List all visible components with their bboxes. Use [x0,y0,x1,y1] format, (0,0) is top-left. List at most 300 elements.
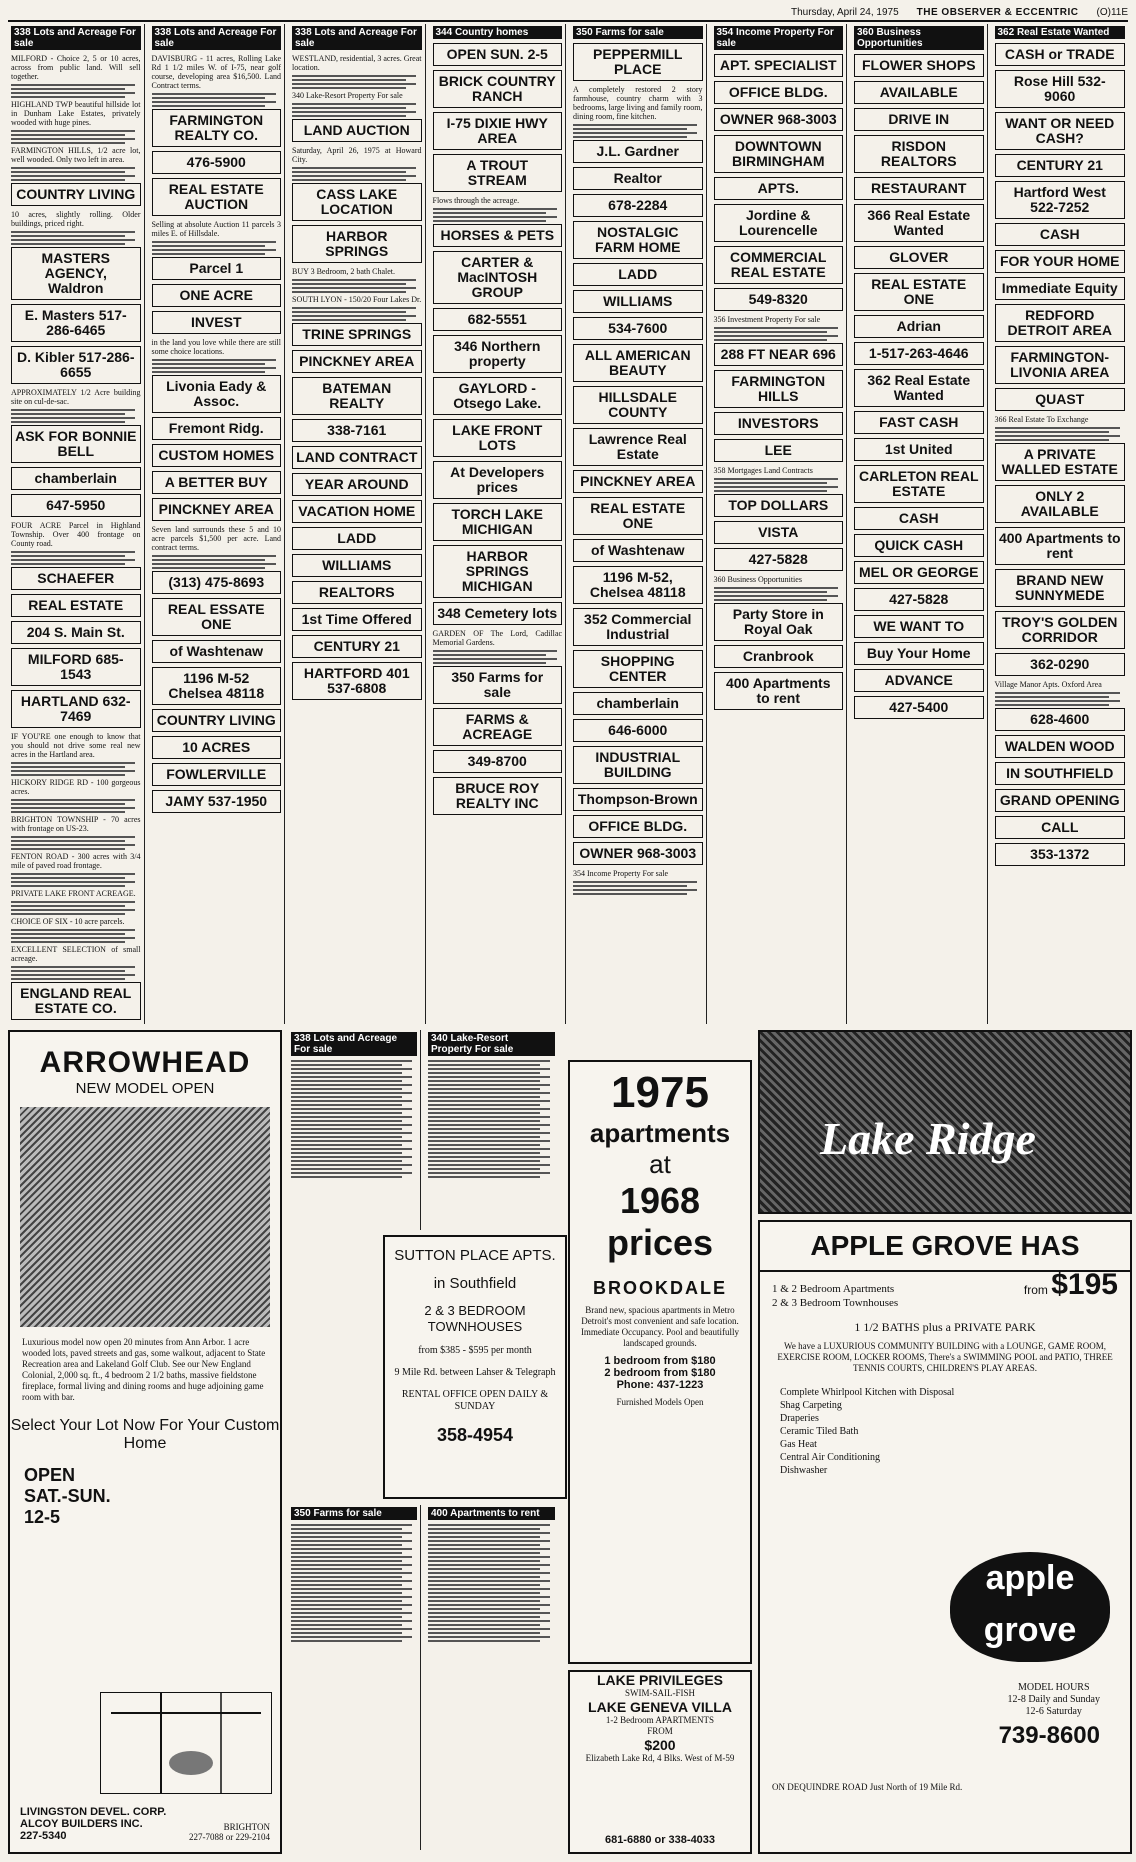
ad-headline [292,350,422,373]
ad-headline [714,439,844,462]
ad-copy: COUNTRY LIVING [156,712,276,728]
ad-headline [854,246,984,269]
ad-text [11,54,141,81]
ad-copy: WESTLAND, residential, 3 acres. Great location. [292,54,422,72]
ad-copy: 1-517-263-4646 [868,345,969,361]
ad-headline [995,611,1126,649]
ad-copy: INVESTORS [737,415,819,431]
ad-fine-print [11,167,141,181]
ad-headline [714,494,844,517]
apple-grove-features [760,1380,1130,1483]
section-header: 354 Income Property For sale [714,26,844,50]
ad-headline [152,151,282,174]
section-header: 400 Apartments to rent [428,1507,555,1520]
ad-fine-print [11,799,141,813]
ad-fine-print [11,836,141,850]
ad-copy: 346 Northern property [454,338,541,369]
rate-line-2: 2 & 3 Bedroom Townhouses [772,1297,899,1309]
ad-copy: WALDEN WOOD [1004,738,1115,754]
ad-headline [152,471,282,494]
section-header: 338 Lots and Acreage For sale [11,26,141,50]
ad-headline [152,709,282,732]
arrowhead-developer [20,1806,166,1842]
feature-item: Dishwasher [780,1465,828,1476]
ad-copy: SOUTH LYON - 150/20 Four Lakes Dr. [292,295,422,304]
brookdale-year: 1975 [611,1068,709,1117]
ad-fine-print [995,427,1126,441]
ad-copy: TORCH LAKE MICHIGAN [451,506,544,537]
ad-copy: FOR YOUR HOME [999,253,1120,269]
ad-headline [573,386,703,424]
genava-phone: 681-6880 or 338-4033 [604,1834,716,1846]
sutton-place-ad [383,1235,567,1499]
ad-headline [433,335,563,373]
ad-copy: 10 ACRES [182,739,251,755]
ad-headline [995,735,1126,758]
section-header: 350 Farms for sale [291,1507,417,1520]
ad-headline [995,223,1126,246]
ad-text [11,917,141,926]
ad-fine-print [11,409,141,423]
ad-headline [854,465,984,503]
classified-column [288,1505,421,1850]
ad-copy: Lawrence Real Estate [588,431,687,462]
ad-copy: ENGLAND REAL ESTATE CO. [20,985,132,1016]
ad-copy: QUAST [1035,391,1085,407]
ad-fine-print [291,1060,417,1178]
ad-headline [292,183,422,221]
ad-copy: COUNTRY LIVING [16,186,136,202]
ad-copy: HARTLAND 632-7469 [20,693,131,724]
open-days: SAT.-SUN. [24,1486,111,1506]
ad-copy: Realtor [613,170,662,186]
ad-headline [152,109,282,147]
ad-headline [11,690,141,728]
ad-text [11,889,141,898]
ad-headline [573,719,703,742]
ad-fine-print [11,929,141,943]
ad-headline [292,608,422,631]
ad-copy: OFFICE BLDG. [588,818,688,834]
ad-headline [292,581,422,604]
ad-copy: CUSTOM HOMES [158,447,275,463]
classified-column [288,1030,421,1230]
ad-copy: Immediate Equity [1001,280,1118,296]
ad-copy: 549-8320 [748,291,808,307]
ad-headline [152,444,282,467]
ad-fine-print [714,587,844,601]
section-header: 340 Lake-Resort Property For sale [428,1032,555,1056]
ad-headline [714,672,844,710]
ad-headline [433,308,563,331]
ad-headline [854,588,984,611]
ad-copy: INDUSTRIAL BUILDING [595,749,681,780]
ad-copy: 1st United [884,441,953,457]
ad-text [995,415,1126,424]
classified-columns [8,24,1128,1024]
classified-column [425,1505,558,1850]
ad-copy: BRUCE ROY REALTY INC [455,780,540,811]
ad-text [573,869,703,878]
feature-item: Central Air Conditioning [780,1452,880,1463]
paper-name: THE OBSERVER & ECCENTRIC [916,6,1079,18]
ad-headline [854,561,984,584]
ad-headline [854,507,984,530]
ad-copy: 427-5828 [889,591,949,607]
lake-ridge-name: Lake Ridge [820,1113,1036,1164]
ad-copy: 427-5828 [748,551,808,567]
ad-headline [995,154,1126,177]
ad-copy: PINCKNEY AREA [299,353,415,369]
ad-headline [573,140,703,163]
arrowhead-select: Select Your Lot Now For Your Custom Home [10,1417,280,1452]
brookdale-ad [568,1060,752,1664]
ad-headline [854,642,984,665]
ad-copy: REAL ESSATE ONE [167,601,265,632]
sutton-units: 2 & 3 BEDROOM TOWNHOUSES [424,1303,526,1334]
ad-headline [573,428,703,466]
ad-copy: J.L. Gardner [596,143,679,159]
ad-copy: PEPPERMILL PLACE [593,46,683,77]
ad-headline [292,527,422,550]
ad-headline [11,183,141,206]
ad-headline [714,521,844,544]
arrowhead-title: ARROWHEAD [39,1046,251,1079]
brookdale-one-bed: 1 bedroom from $180 [604,1355,716,1367]
ad-copy: BUY 3 Bedroom, 2 bath Chalet. [292,267,396,276]
ad-copy: 1196 M-52 Chelsea 48118 [168,670,265,701]
ad-headline [152,284,282,307]
ad-headline [714,246,844,284]
price-value: $195 [1051,1268,1118,1301]
feature-item: Gas Heat [780,1439,817,1450]
ad-headline [152,311,282,334]
ad-fine-print [11,873,141,887]
ad-copy: CARLETON REAL ESTATE [858,468,979,499]
ad-headline [433,461,563,499]
sutton-price: from $385 - $595 per month [418,1345,532,1356]
ad-copy: SHOPPING CENTER [600,653,675,684]
ad-headline [854,669,984,692]
ad-headline [573,608,703,646]
ad-headline [995,277,1126,300]
apple-grove-rates [760,1268,1130,1320]
ad-copy: AVAILABLE [879,84,958,100]
classified-column [570,24,707,1024]
ad-copy: LAND AUCTION [303,122,410,138]
ad-fine-print [291,1524,417,1642]
ad-headline [152,790,282,813]
location-map [100,1692,272,1794]
hours-line-1: 12-8 Daily and Sunday [1007,1694,1100,1705]
ad-text [714,575,844,584]
ad-copy: 678-2284 [608,197,668,213]
ad-copy: 400 Apartments to rent [725,675,831,706]
ad-headline [995,181,1126,219]
ad-headline [573,263,703,286]
ad-headline [433,419,563,457]
ad-headline [573,842,703,865]
ad-headline [11,467,141,490]
ad-copy: FLOWER SHOPS [861,57,976,73]
ad-copy: 1st Time Offered [301,611,412,627]
ad-copy: ONE ACRE [179,287,253,303]
ad-copy: 204 S. Main St. [26,624,125,640]
classified-column [149,24,286,1024]
ad-copy: in the land you love while there are still some choice locations. [151,338,281,356]
ad-headline [292,419,422,442]
ad-headline [573,167,703,190]
ad-headline [433,70,563,108]
ad-copy: 400 Apartments to rent [998,530,1121,561]
ad-copy: REALTORS [318,584,395,600]
open-label [24,1465,280,1528]
ad-copy: 362 Real Estate Wanted [867,372,971,403]
ad-headline [292,446,422,469]
ad-copy: Cranbrook [742,648,814,664]
ad-headline [433,708,563,746]
ad-headline [573,290,703,313]
classified-column [992,24,1129,1024]
ad-copy: PRIVATE LAKE FRONT ACREAGE. [11,889,136,898]
ad-headline [433,377,563,415]
ad-copy: PINCKNEY AREA [158,501,274,517]
ad-copy: GRAND OPENING [999,792,1120,808]
ad-copy: ONLY 2 AVAILABLE [1020,488,1099,519]
ad-copy: BRAND NEW SUNNYMEDE [1015,572,1105,603]
ad-headline [573,344,703,382]
ad-headline [714,204,844,242]
ad-copy: 628-4600 [1030,711,1090,727]
genava-tag: SWIM-SAIL-FISH [624,1688,695,1698]
ad-text [292,54,422,72]
ad-headline [292,119,422,142]
ad-copy: Party Store in Royal Oak [732,606,824,637]
ad-headline [11,247,141,300]
feature-item: Ceramic Tiled Bath [780,1426,859,1437]
ad-copy: GARDEN OF The Lord, Cadillac Memorial Gardens. [432,629,562,647]
classified-column [425,1030,558,1230]
ad-copy: Hartford West 522-7252 [1013,184,1106,215]
ad-copy: CARTER & MacINTOSH GROUP [457,254,538,300]
ad-text [292,91,422,100]
ad-copy: Saturday, April 26, 1975 at Howard City. [292,146,422,164]
ad-fine-print [573,881,703,895]
ad-copy: OWNER 968-3003 [579,845,697,861]
ad-fine-print [152,241,282,255]
ad-headline [854,411,984,434]
ad-headline [292,473,422,496]
ad-copy: Adrian [896,318,941,334]
ad-copy: BATEMAN REALTY [322,380,392,411]
ad-copy: 354 Income Property For sale [573,869,669,878]
ad-copy: Selling at absolute Auction 11 parcels 3 miles E. of Hillsdale. [151,220,281,238]
ad-fine-print [573,124,703,138]
ad-copy: HORSES & PETS [440,227,555,243]
ad-copy: WILLIAMS [322,557,392,573]
ad-headline [11,594,141,617]
ad-copy: CHOICE OF SIX - 10 acre parcels. [11,917,125,926]
ad-copy: At Developers prices [450,464,545,495]
section-header: 338 Lots and Acreage For sale [292,26,422,50]
ad-headline [995,708,1126,731]
ad-copy: OFFICE BLDG. [728,84,828,100]
ad-headline [995,762,1126,785]
display-ads-area [8,1030,1128,1858]
developer-phone: 227-5340 [20,1830,67,1842]
ad-headline [995,70,1126,108]
section-header: 350 Farms for sale [573,26,703,39]
arrowhead-ad [8,1030,282,1854]
ad-copy: Fremont Ridg. [168,420,264,436]
ad-copy: 288 FT NEAR 696 [720,346,836,362]
ad-headline [714,177,844,200]
town-name: BRIGHTON [223,1822,270,1832]
ad-copy: TRINE SPRINGS [302,326,412,342]
ad-headline [433,112,563,150]
ad-copy: FARMINGTON-LIVONIA AREA [1010,349,1110,380]
ad-headline [152,375,282,413]
ad-headline [152,571,282,594]
genava-name: LAKE GENEVA VILLA [588,1699,732,1715]
ad-copy: FOWLERVILLE [166,766,267,782]
apple-grove-ad [758,1220,1132,1854]
ad-headline [714,288,844,311]
ad-text [714,466,844,475]
section-header: 360 Business Opportunities [854,26,984,50]
ad-copy: EXCELLENT SELECTION of small acreage. [11,945,141,963]
ad-copy: 340 Lake-Resort Property For sale [292,91,403,100]
ad-copy: SCHAEFER [37,570,115,586]
ad-copy: 358 Mortgages Land Contracts [713,466,813,475]
ad-copy: OPEN SUN. 2-5 [446,46,548,62]
ad-headline [433,666,563,704]
ad-headline [152,763,282,786]
ad-copy: D. Kibler 517-286-6655 [17,349,135,380]
ad-headline [152,498,282,521]
ad-copy: COMMERCIAL REAL ESTATE [730,249,827,280]
ad-fine-print [714,478,844,492]
brookdale-apartments: apartments [589,1118,731,1148]
ad-headline [433,503,563,541]
ad-headline [573,788,703,811]
ad-headline [152,598,282,636]
ad-headline [854,54,984,77]
ad-headline [854,177,984,200]
sutton-location: 9 Mile Rd. between Lahser & Telegraph [394,1367,556,1378]
brookdale-prices: 1968 prices [606,1180,714,1263]
ad-copy: 353-1372 [1030,846,1090,862]
ad-headline [433,251,563,304]
ad-copy: 534-7600 [608,320,668,336]
ad-copy: FARMINGTON HILLS, 1/2 acre lot, well wooded. Only two left in area. [11,146,141,164]
ad-headline [854,615,984,638]
genava-address: Elizabeth Lake Rd, 4 Blks. West of M-59 [585,1753,735,1763]
ad-headline [152,178,282,216]
ad-copy: CASH [898,510,939,526]
ad-headline [433,224,563,247]
ad-text [292,267,422,276]
ad-copy: LADD [618,266,658,282]
ad-text [995,680,1126,689]
ad-copy: 646-6000 [608,722,668,738]
ad-headline [854,204,984,242]
ad-copy: DOWNTOWN BIRMINGHAM [731,138,825,169]
ad-fine-print [11,84,141,98]
ad-fine-print [152,555,282,569]
ad-copy: HARBOR SPRINGS MICHIGAN [461,548,533,594]
feature-item: Draperies [780,1413,819,1424]
ad-copy: ALL AMERICAN BEAUTY [584,347,691,378]
ad-headline [854,108,984,131]
feature-item: Shag Carpeting [780,1400,842,1411]
ad-copy: LEE [764,442,792,458]
ad-text [152,54,282,90]
ad-headline [292,635,422,658]
ad-fine-print [292,167,422,181]
ad-copy: FARMINGTON HILLS [731,373,826,404]
ad-headline [11,346,141,384]
ad-copy: Flows through the acreage. [432,196,520,205]
ad-headline [292,323,422,346]
ad-headline [152,736,282,759]
lower-classified-columns [288,1030,558,1230]
ad-fine-print [428,1060,555,1178]
ad-text [11,778,141,796]
ad-copy: OWNER 968-3003 [719,111,837,127]
ad-headline [11,621,141,644]
ad-headline [714,343,844,366]
ad-headline [11,494,141,517]
ad-headline [573,815,703,838]
brookdale-at: at [649,1149,671,1179]
ad-headline [854,273,984,311]
ad-copy: A TROUT STREAM [466,157,529,188]
ad-text [292,146,422,164]
rate-line-1: 1 & 2 Bedroom Apartments [772,1283,895,1295]
ad-copy: NOSTALGIC FARM HOME [594,224,681,255]
ad-copy: HILLSDALE COUNTY [598,389,678,420]
ad-copy: CENTURY 21 [1016,157,1103,173]
ad-copy: FENTON ROAD - 300 acres with 3/4 mile of paved road frontage. [11,852,141,870]
ad-copy: RESTAURANT [871,180,967,196]
sutton-city: in Southfield [433,1275,517,1292]
classified-column [8,24,145,1024]
ad-copy: ADVANCE [884,672,953,688]
ad-copy: LAKE FRONT LOTS [452,422,543,453]
ad-copy: DAVISBURG - 11 acres, Rolling Lake Rd 1 1/2 miles W. of I-75, near golf course, developing area $16,500. Land Contract terms. [151,54,281,90]
ad-headline [995,789,1126,812]
ad-copy: IF YOU'RE one enough to know that you should not drive some real new acres in the Hartland area. [11,732,141,759]
genava-units: 1-2 Bedroom APARTMENTS [605,1715,715,1725]
ad-fine-print [11,966,141,980]
apple-grove-desc: We have a LUXURIOUS COMMUNITY BUILDING with a LOUNGE, GAME ROOM, EXERCISE ROOM, LOCKER ROOMS, There's a SWIMMING POOL and PATIO, THREE TENNIS COURTS, CHILDREN'S PLAY AREAS. [777,1341,1113,1373]
ad-copy: VACATION HOME [298,503,416,519]
ad-copy: A PRIVATE WALLED ESTATE [1001,446,1118,477]
ad-headline [854,534,984,557]
ad-copy: MEL OR GEORGE [858,564,979,580]
ad-headline [573,470,703,493]
ad-copy: QUICK CASH [874,537,964,553]
ad-copy: 366 Real Estate To Exchange [994,415,1089,424]
ad-headline [714,645,844,668]
ad-headline [714,603,844,641]
lake-ridge-ad [758,1030,1132,1214]
ad-text [11,388,141,406]
arrowhead-body: Luxurious model now open 20 minutes from Ann Arbor. 1 acre wooded lots, paved streets and gas, some walkout, adjacent to State Recreation area and Lakeland Golf Club. See our New England Colonial, 2,000 sq. ft., 4 bedroom 2 1/2 baths, massive fieldstone fireplace, formal living and dining rooms and huge adjoining game room with bar. [22,1337,266,1402]
ad-copy: HIGHLAND TWP beautiful hillside lot in Dunham Lake Estates, privately wooded with huge pines. [11,100,141,127]
ad-copy: E. Masters 517-286-6465 [24,307,127,338]
